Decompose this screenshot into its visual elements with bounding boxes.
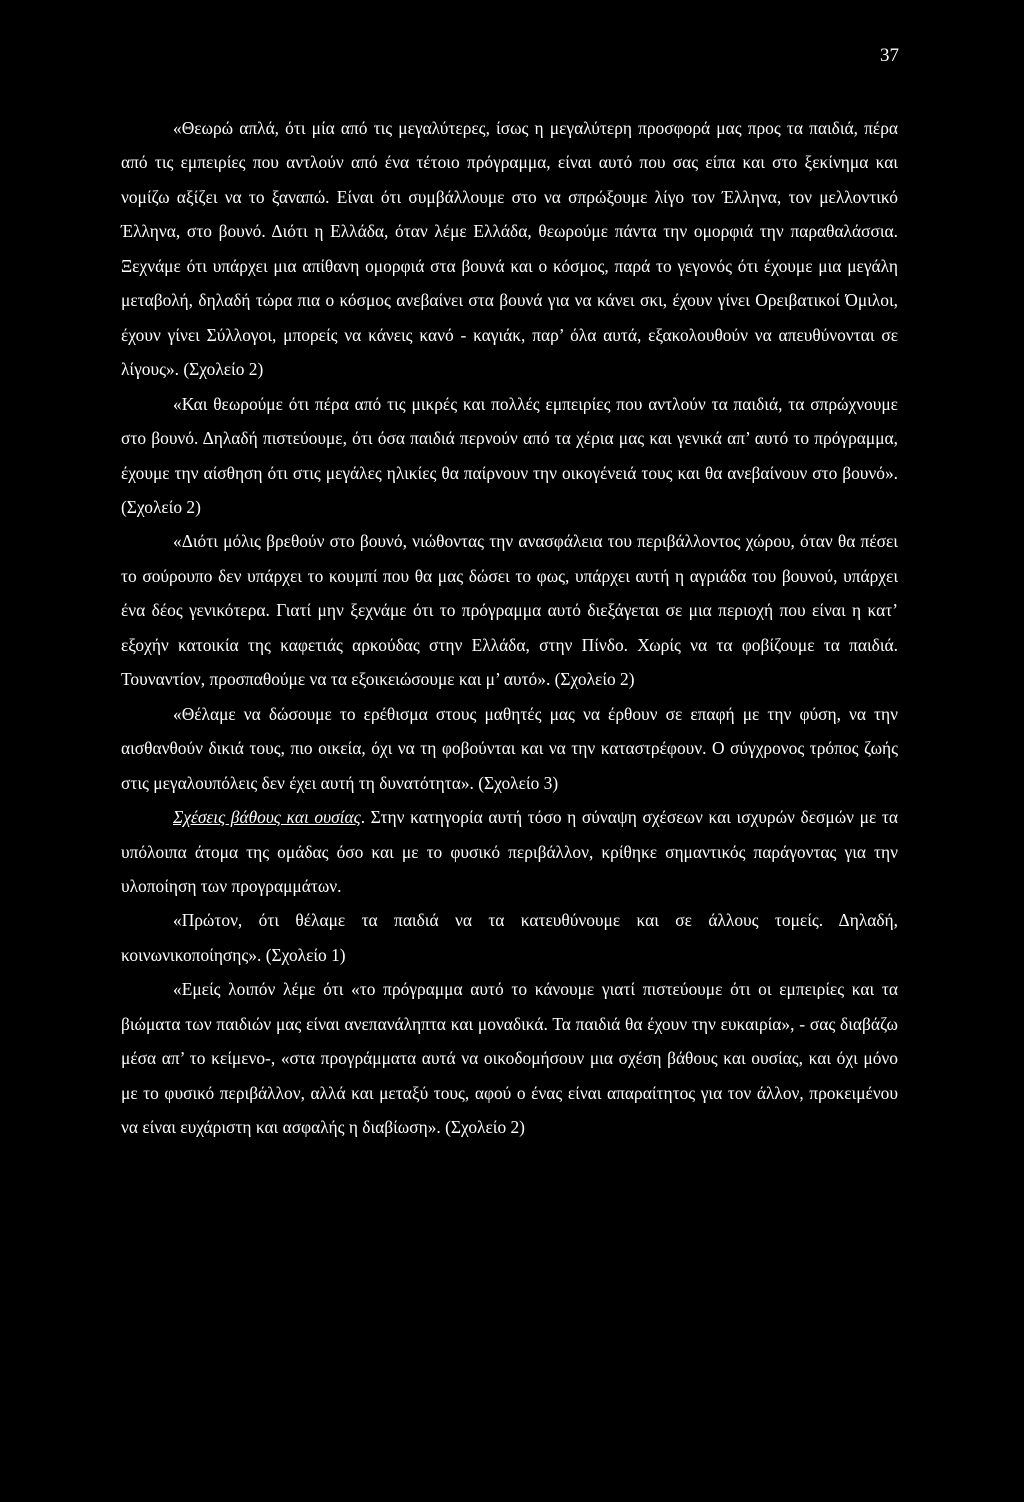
quote-text: «Διότι μόλις βρεθούν στο βουνό, νιώθοντας την ανασφάλεια του περιβάλλοντος χώρου, όταν θα πέσει το σούρουπο δεν υπάρχει το κουμπί που θα μας δώσει το φως, υπάρχει αυτή η αγριάδα του βουνού, υπάρχει ένα δέος γενικότερα. Γιατί μην ξεχνάμε ότι το πρόγραμμα αυτό διεξάγεται σε μια περιοχή που είναι η κατ’ εξοχήν κατοικία της καφετιάς αρκούδας στην Ελλάδα, στην Πίνδο. Χωρίς να τα φοβίζουμε τα παιδιά. Τουναντίον, προσπαθούμε να τα εξοικειώσουμε και μ’ αυτό». [121, 531, 898, 690]
quote-paragraph [121, 903, 898, 972]
document-body [121, 111, 898, 1145]
quote-text: «Πρώτον, ότι θέλαμε τα παιδιά να τα κατευθύνουμε και σε άλλους τομείς. Δηλαδή, κοινωνικοποίησης». [121, 910, 898, 965]
category-heading: Σχέσεις βάθους και ουσίας [173, 807, 361, 828]
source-citation: (Σχολείο 3) [473, 772, 559, 793]
quote-text: «Θεωρώ απλά, ότι μία από τις μεγαλύτερες, ίσως η μεγαλύτερη προσφορά μας προς τα παιδιά, πέρα από τις εμπειρίες που αντλούν από ένα τέτοιο πρόγραμμα, είναι αυτό που σας είπα και στο ξεκίνημα και νομίζω αξίζει να το ξαναπώ. Είναι ότι συμβάλλουμε στο να σπρώξουμε λίγο τον Έλληνα, τον μελλοντικό Έλληνα, στο βουνό. Διότι η Ελλάδα, όταν λέμε Ελλάδα, θεωρούμε πάντα την ομορφιά την παραθαλάσσια. Ξεχνάμε ότι υπάρχει μια απίθανη ομορφιά στα βουνά και ο κόσμος, παρά το γεγονός ότι έχουμε μια μεγάλη μεταβολή, δηλαδή τώρα πια ο κόσμος ανεβαίνει στα βουνά για να κάνει σκι, έχουν γίνει Ορειβατικοί Όμιλοι, έχουν γίνει Σύλλογοι, μπορείς να κάνεις κανό - καγιάκ, παρ’ όλα αυτά, εξακολουθούν να απευθύνονται σε λίγους». [121, 118, 898, 380]
quote-paragraph [121, 972, 898, 1144]
quote-text: «Θέλαμε να δώσουμε το ερέθισμα στους μαθητές μας να έρθουν σε επαφή με την φύση, να την αισθανθούν δικιά τους, πιο οικεία, όχι να τη φοβούνται και να την καταστρέφουν. Ο σύγχρονος τρόπος ζωής στις μεγαλουπόλεις δεν έχει αυτή τη δυνατότητα». [121, 703, 898, 793]
source-citation: (Σχολείο 2) [550, 669, 635, 690]
category-text: . Στην κατηγορία αυτή τόσο η σύναψη σχέσεων και ισχυρών δεσμών με τα υπόλοιπα άτομα της ομάδας όσο και με το φυσικό περιβάλλον, κρίθηκε σημαντικός παράγοντας για την υλοποίηση των προγραμμάτων. [121, 807, 899, 896]
source-citation: (Σχολείο 2) [179, 359, 264, 380]
quote-paragraph [121, 697, 898, 800]
quote-text: «Και θεωρούμε ότι πέρα από τις μικρές και πολλές εμπειρίες που αντλούν τα παιδιά, τα σπρώχνουμε στο βουνό. Δηλαδή πιστεύουμε, ότι όσα παιδιά περνούν από τα χέρια μας και γενικά απ’ αυτό το πρόγραμμα, έχουμε την αίσθηση ότι στις μεγάλες ηλικίες θα παίρνουν την οικογένειά τους και θα ανεβαίνουν στο βουνό». [121, 393, 898, 483]
quote-paragraph [121, 111, 898, 387]
quote-paragraph [121, 524, 898, 696]
category-paragraph [121, 800, 898, 903]
source-citation: (Σχολείο 2) [121, 496, 201, 517]
source-citation: (Σχολείο 2) [440, 1117, 525, 1138]
page-number: 37 [880, 45, 899, 66]
quote-paragraph [121, 387, 898, 525]
source-citation: (Σχολείο 1) [261, 944, 346, 965]
quote-text: «Εμείς λοιπόν λέμε ότι «το πρόγραμμα αυτό το κάνουμε γιατί πιστεύουμε ότι οι εμπειρίες και τα βιώματα των παιδιών μας είναι ανεπανάληπτα και μοναδικά. Τα παιδιά θα έχουν την ευκαιρία», - σας διαβάζω μέσα απ’ το κείμενο-, «στα προγράμματα αυτά να οικοδομήσουν μια σχέση βάθους και ουσίας, και όχι μόνο με το φυσικό περιβάλλον, αλλά και μεταξύ τους, αφού ο ένας είναι απαραίτητος για τον άλλον, προκειμένου να είναι ευχάριστη και ασφαλής η διαβίωση». [121, 979, 898, 1138]
